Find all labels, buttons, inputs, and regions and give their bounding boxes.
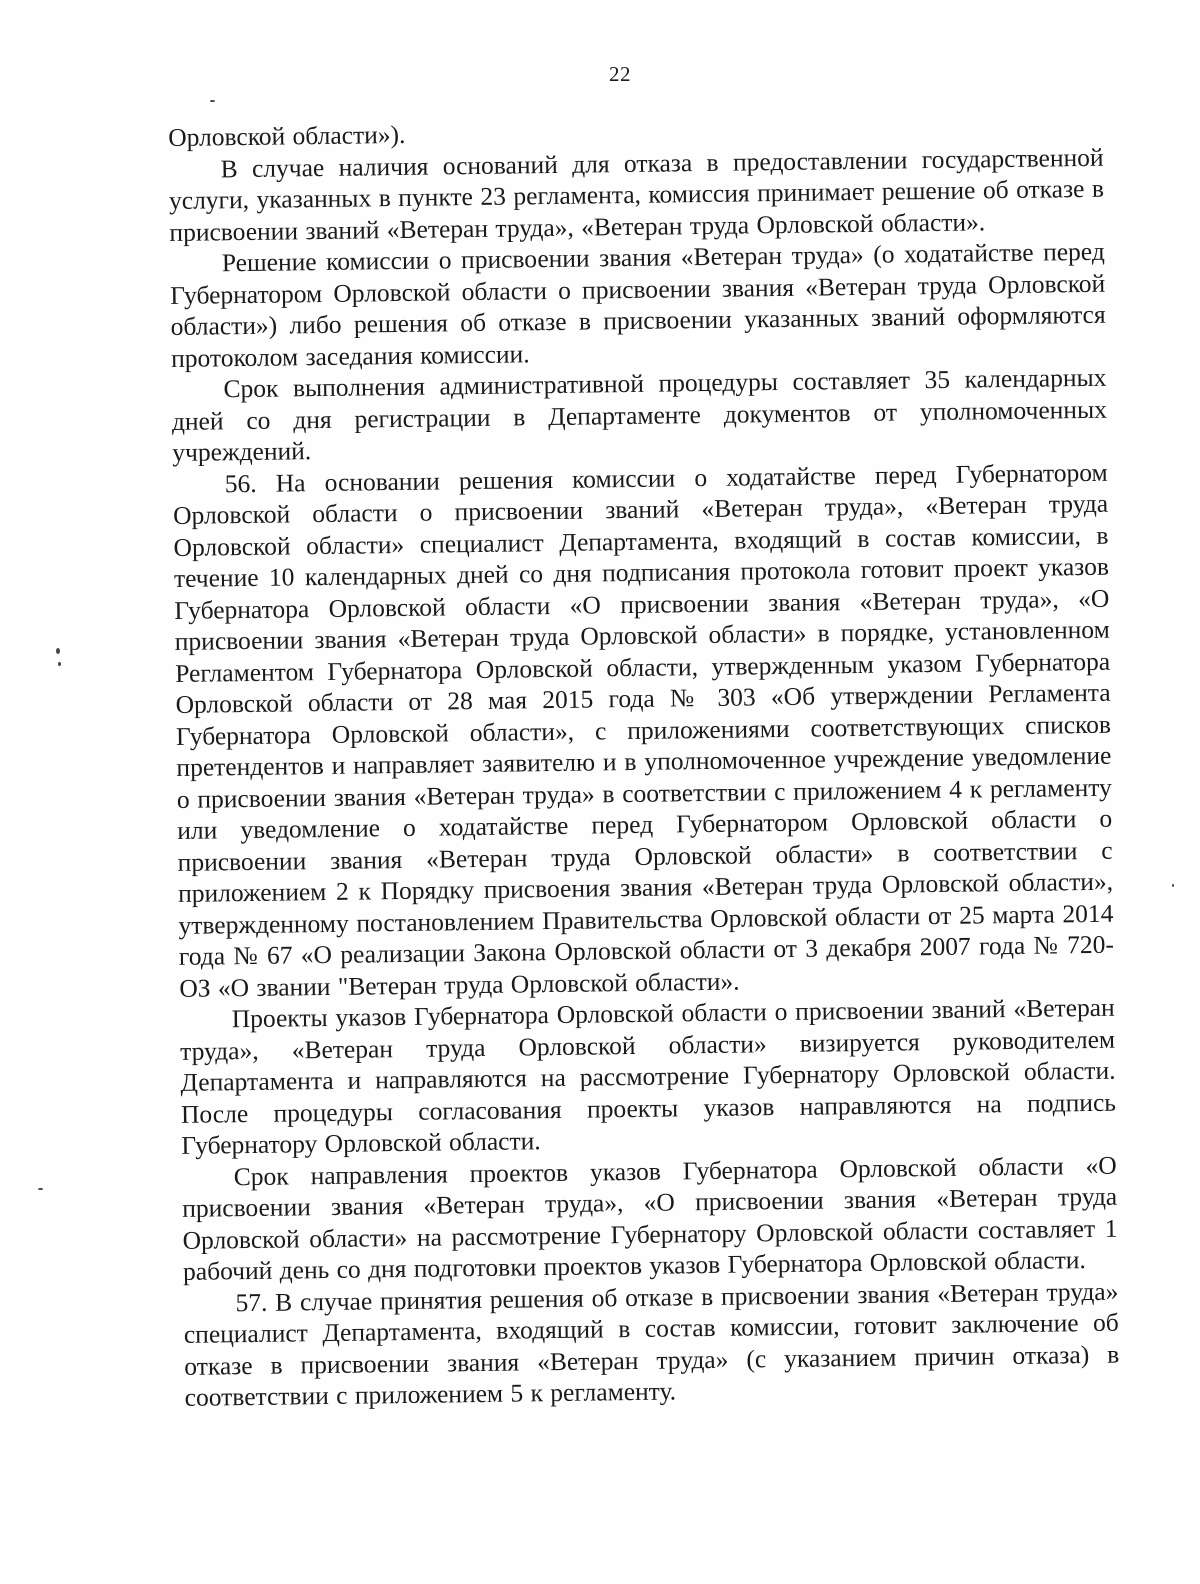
- paragraph-submission-term: Срок направления проектов указов Губернатора Орловской области «О присвоении звания «Ветеран труда», «О присвоении звания «Ветеран труда Орловской области» на рассмотрение Губернатору Орловской области составляет 1 рабочий день со дня подготовки проектов указов Губернатора Орловской области.: [182, 1150, 1118, 1286]
- paragraph-procedure-term: Срок выполнения административной процедуры составляет 35 календарных дней со дня регистрации в Департаменте документов от уполномоченных учреждений.: [171, 362, 1108, 467]
- paragraph-item-56: 56. На основании решения комиссии о ходатайстве перед Губернатором Орловской области о присвоении званий «Ветеран труда», «Ветеран труда Орловской области» специалист Департамента, входящий в состав комиссии, в течение 10 календарных дней со дня подписания протокола готовит проект указов Губернатора Орловской области «О присвоении звания «Ветеран труда», «О присвоении звания «Ветеран труда Орловской области» в порядке, установленном Регламентом Губернатора Орловской области, утвержденным указом Губернатора Орловской области от 28 мая 2015 года № 303 «Об утверждении Регламента Губернатора Орловской области», с приложениями соответствующих списков претендентов и направляет заявителю и в уполномоченное учреждение уведомление о присвоении звания «Ветеран труда» в соответствии с приложением 4 к регламенту или уведомление о ходатайстве перед Губернатором Орловской области о присвоении звания «Ветеран труда Орловской области» в соответствии с приложением 2 к Порядку присвоения звания «Ветеран труда Орловской области», утвержденному постановлением Правительства Орловской области от 25 марта 2014 года № 67 «О реализации Закона Орловской области от 3 декабря 2007 года № 720-ОЗ «О звании "Ветеран труда Орловской области».: [172, 457, 1115, 1003]
- paragraph-refusal-grounds: В случае наличия оснований для отказа в предоставлении государственной услуги, указанных в пункте 23 регламента, комиссия принимает решение об отказе в присвоении званий «Ветеран труда», «Ветеран труда Орловской области».: [168, 142, 1105, 247]
- scan-speck: [1172, 884, 1174, 887]
- paragraph-continuation: Орловской области»).: [168, 119, 406, 152]
- paragraph-commission-decision: Решение комиссии о присвоении звания «Ветеран труда» (о ходатайстве перед Губернатором Орловской области о присвоении звания «Ветеран труда Орловской области») либо решения об отказе в присвоении указанных званий оформляются протоколом заседания комиссии.: [170, 236, 1106, 373]
- page-number: 22: [609, 62, 631, 86]
- scan-speck: [38, 1188, 43, 1190]
- scan-speck: [58, 662, 61, 666]
- paragraph-item-57: 57. В случае принятия решения об отказе в присвоении звания «Ветеран труда» специалист Департамента, входящий в состав комиссии, готовит заключение об отказе в присвоении звания «Ветеран труда» (с указанием причин отказа) в соответствии с приложением 5 к регламенту.: [183, 1276, 1120, 1412]
- document-body: [168, 110, 1120, 1414]
- scan-speck: [210, 100, 215, 102]
- scan-speck: [56, 648, 60, 654]
- paragraph-draft-decrees: Проекты указов Губернатора Орловской области о присвоении званий «Ветеран труда», «Ветеран труда Орловской области» визируется руководителем Департамента и направляются на рассмотрение Губернатору Орловской области. После процедуры согласования проекты указов направляются на подпись Губернатору Орловской области.: [179, 992, 1117, 1160]
